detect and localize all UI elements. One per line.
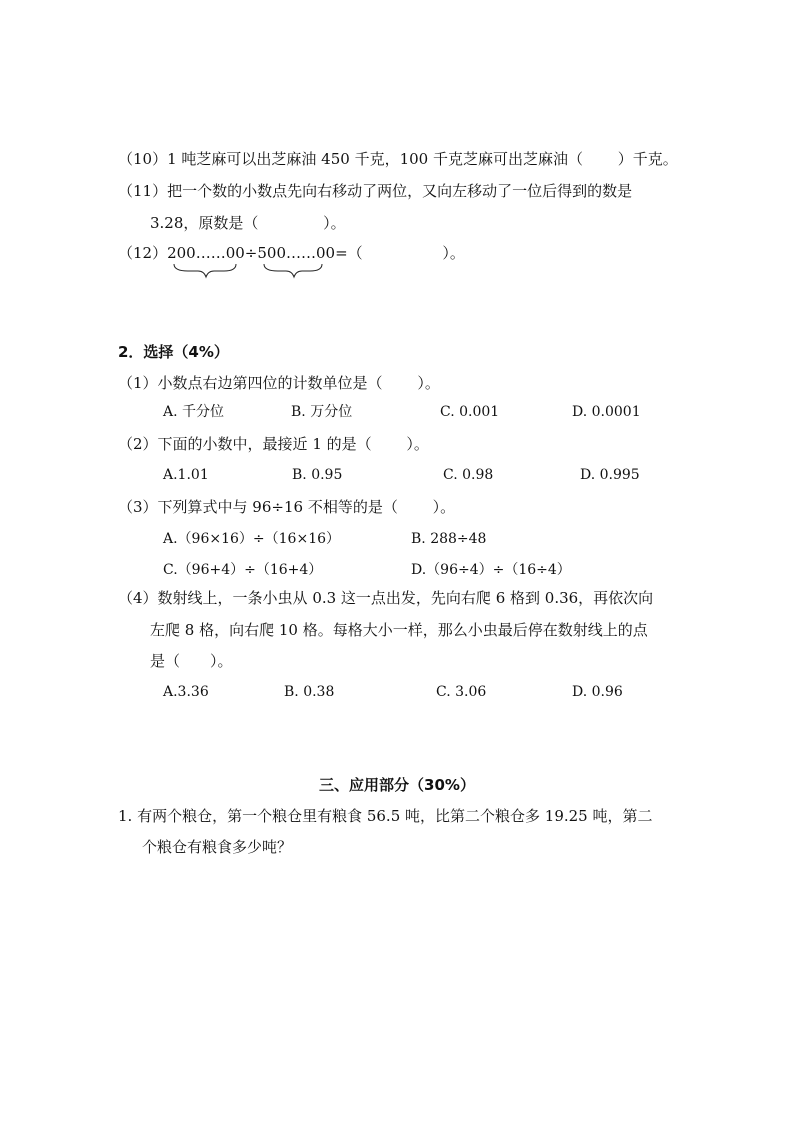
choice-q1-option-a: A. 千分位 [163,404,225,420]
choice-q2-option-a: A.1.01 [163,467,209,483]
choice-q3-stem: （3）下列算式中与 96÷16 不相等的是（ ）。 [118,498,456,516]
choice-q2-stem: （2）下面的小数中，最接近 1 的是（ ）。 [118,435,429,453]
choice-q1-option-c: C. 0.001 [440,404,500,420]
underbrace-group [168,262,338,280]
choice-q3-option-b: B. 288÷48 [411,531,487,547]
choice-q1-stem: （1）小数点右边第四位的计数单位是（ ）。 [118,374,440,392]
section-application-heading: 三、应用部分（30%） [319,776,475,794]
question-11-line1: （11）把一个数的小数点先向右移动了两位，又向左移动了一位后得到的数是 [118,182,633,200]
choice-q4-line2: 左爬 8 格，向右爬 10 格。每格大小一样，那么小虫最后停在数射线上的点 [150,621,648,639]
choice-q2-option-d: D. 0.995 [580,467,640,483]
choice-q3-option-a: A.（96×16）÷（16×16） [163,531,341,547]
question-12-expression: 200……00÷500……00=（ ）。 [167,244,465,262]
application-q1-line1: 1. 有两个粮仓，第一个粮仓里有粮食 56.5 吨，比第二个粮仓多 19.25 吨，第二 [118,807,653,825]
choice-q1-option-d: D. 0.0001 [572,404,641,420]
choice-q1-option-b: B. 万分位 [291,404,353,420]
choice-q4-option-b: B. 0.38 [284,684,335,700]
choice-q4-option-a: A.3.36 [163,684,209,700]
choice-q2-option-b: B. 0.95 [292,467,343,483]
question-10: （10）1 吨芝麻可以出芝麻油 450 千克，100 千克芝麻可出芝麻油（ ）千克。 [118,150,678,168]
choice-q4-option-d: D. 0.96 [572,684,623,700]
underbrace-2 [264,264,322,277]
choice-q4-line3: 是（ ）。 [150,652,233,670]
choice-q3-option-d: D.（96÷4）÷（16÷4） [411,562,571,578]
choice-q4-line1: （4）数射线上，一条小虫从 0.3 这一点出发，先向右爬 6 格到 0.36，再依次向 [118,589,654,607]
choice-q3-option-c: C.（96+4）÷（16+4） [163,562,323,578]
question-12 [118,242,465,264]
choice-q2-option-c: C. 0.98 [443,467,494,483]
application-q1-line2: 个粮仓有粮食多少吨？ [142,838,293,856]
question-11-line2: 3.28，原数是（ ）。 [150,214,346,232]
question-12-number: （12） [118,244,168,262]
choice-q4-option-c: C. 3.06 [436,684,487,700]
section-choice-heading: 2．选择（4%） [118,343,229,361]
underbrace-1 [174,264,236,277]
